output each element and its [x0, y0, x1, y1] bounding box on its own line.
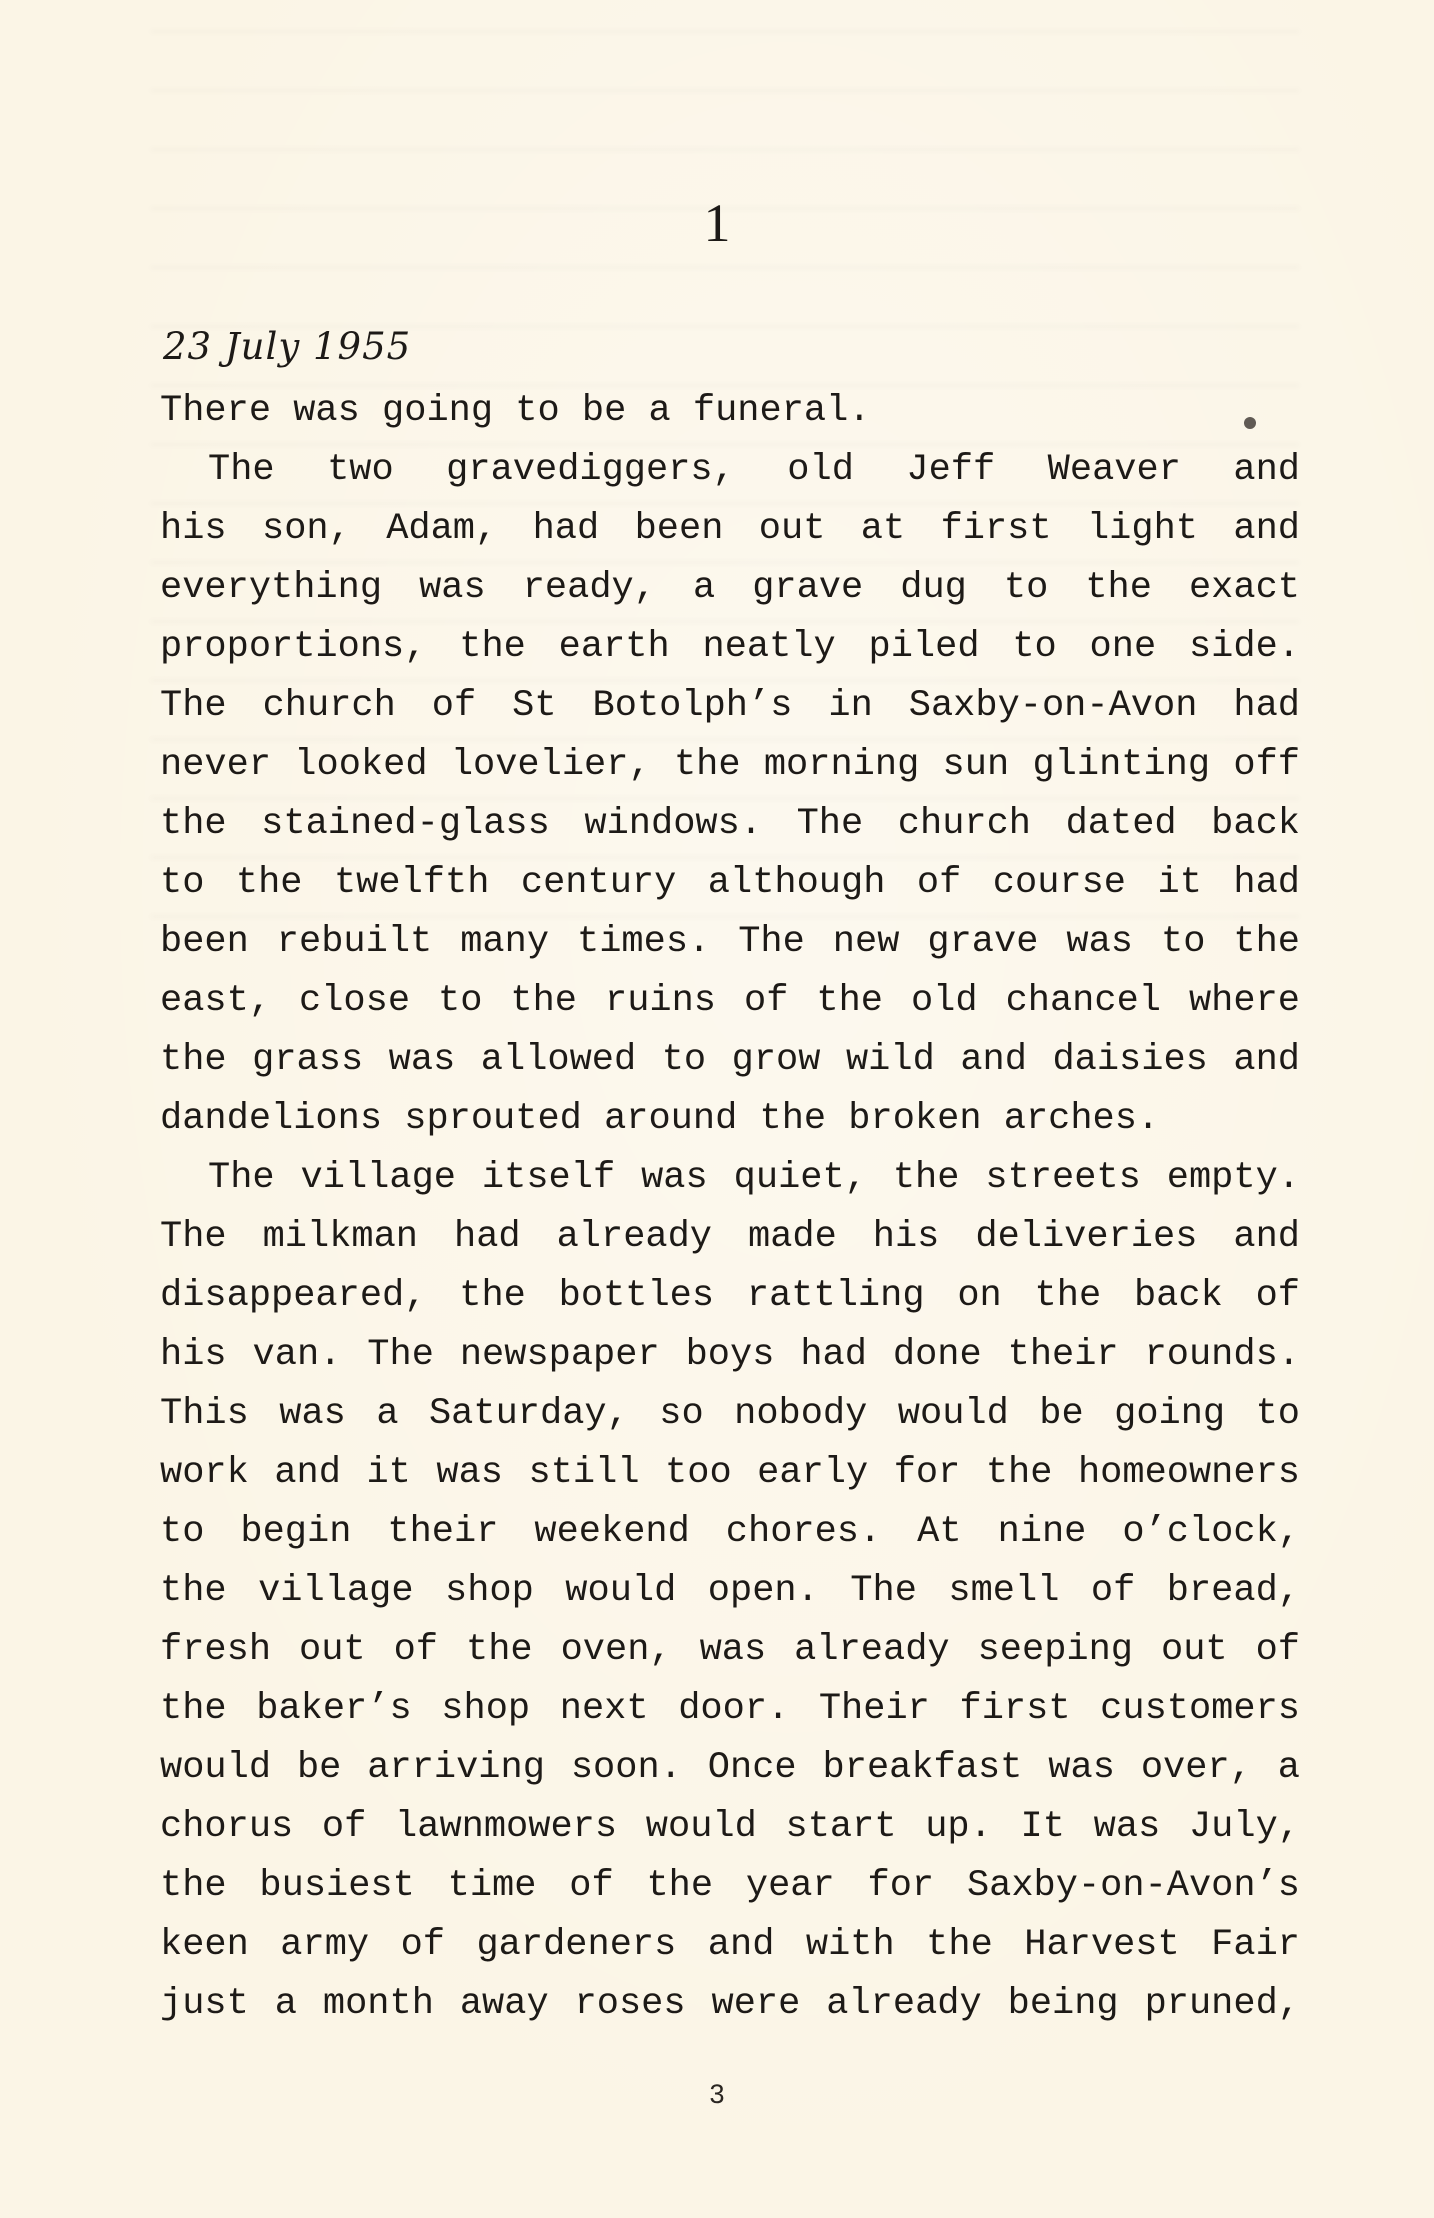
text-line: east, close to the ruins of the old chancel where [160, 980, 1300, 1022]
text-line: proportions, the earth neatly piled to one side. [160, 626, 1300, 668]
text-line: to begin their weekend chores. At nine o’clock, [160, 1511, 1300, 1553]
text-line: The village itself was quiet, the streets empty. [208, 1157, 1300, 1199]
text-line: fresh out of the oven, was already seeping out of [160, 1629, 1300, 1671]
text-line: the village shop would open. The smell of bread, [160, 1570, 1300, 1612]
text-line: The church of St Botolph’s in Saxby-on-Avon had [160, 685, 1300, 727]
text-line: the baker’s shop next door. Their first customers [160, 1688, 1300, 1730]
text-line: dandelions sprouted around the broken arches. [160, 1098, 1160, 1140]
text-line: the grass was allowed to grow wild and daisies and [160, 1039, 1300, 1081]
text-line: the busiest time of the year for Saxby-on-Avon’s [160, 1865, 1300, 1907]
body-text [160, 382, 1300, 2034]
text-line: chorus of lawnmowers would start up. It was July, [160, 1806, 1300, 1848]
chapter-date: 23 July 1955 [163, 325, 412, 368]
text-line: keen army of gardeners and with the Harvest Fair [160, 1924, 1300, 1966]
text-line: everything was ready, a grave dug to the exact [160, 567, 1300, 609]
chapter-number: 1 [703, 193, 731, 253]
text-line: would be arriving soon. Once breakfast was over, a [160, 1747, 1300, 1789]
text-line: to the twelfth century although of course it had [160, 862, 1300, 904]
text-line: This was a Saturday, so nobody would be going to [160, 1393, 1300, 1435]
text-line: the stained-glass windows. The church dated back [160, 803, 1300, 845]
text-line: his son, Adam, had been out at first light and [160, 508, 1300, 550]
text-line: The two gravediggers, old Jeff Weaver and [208, 449, 1300, 491]
text-line: work and it was still too early for the homeowners [160, 1452, 1300, 1494]
page-number: 3 [709, 2079, 725, 2109]
text-line: There was going to be a funeral. [160, 390, 871, 432]
text-line: been rebuilt many times. The new grave was to the [160, 921, 1300, 963]
text-line: disappeared, the bottles rattling on the back of [160, 1275, 1300, 1317]
text-line: just a month away roses were already being pruned, [160, 1983, 1300, 2025]
text-line: his van. The newspaper boys had done their rounds. [160, 1334, 1300, 1376]
text-line: The milkman had already made his deliveries and [160, 1216, 1300, 1258]
text-line: never looked lovelier, the morning sun glinting off [160, 744, 1300, 786]
